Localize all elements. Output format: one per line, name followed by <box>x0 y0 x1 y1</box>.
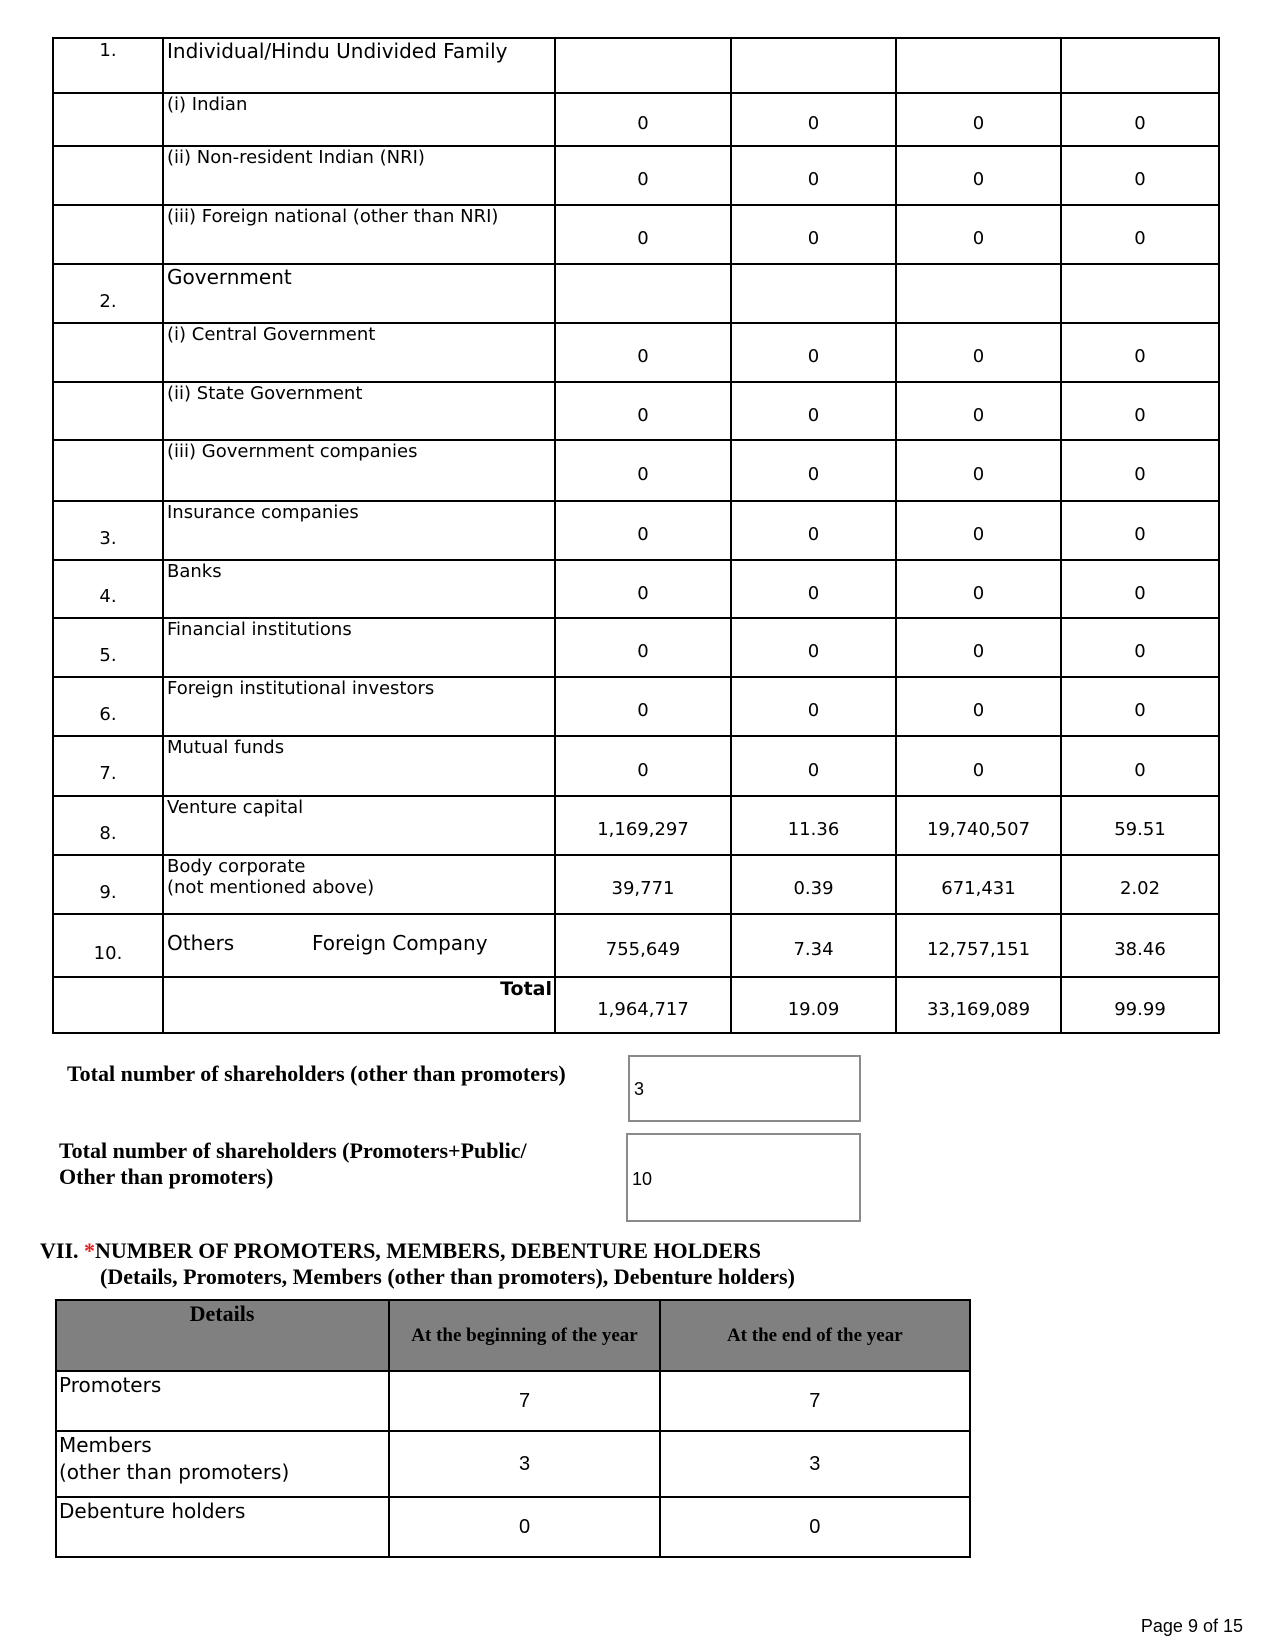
table-row <box>53 38 1219 93</box>
total-shareholders-all-label-line1: Total number of shareholders (Promoters+Public/ <box>59 1138 527 1163</box>
category-label: (ii) Non-resident Indian (NRI) <box>167 147 425 168</box>
row-category <box>163 205 555 264</box>
value-cell: 0 <box>731 146 896 205</box>
row-members <box>56 1431 970 1497</box>
page-number: Page 9 of 15 <box>1140 1616 1243 1636</box>
value-cell: 0 <box>1061 440 1219 501</box>
table-row <box>53 323 1219 382</box>
value-cell: 0 <box>1061 736 1219 796</box>
value-cell: 0 <box>731 560 896 618</box>
row-number: 5. <box>53 618 163 677</box>
value-cell: 0 <box>555 382 731 440</box>
value-cell: 0 <box>731 736 896 796</box>
row-number <box>53 323 163 382</box>
value-cell <box>555 264 731 323</box>
value-cell <box>731 264 896 323</box>
value-cell: 7.34 <box>731 914 896 977</box>
table-row <box>53 618 1219 677</box>
value-cell: 0 <box>555 501 731 560</box>
value-cell: 0 <box>896 93 1061 146</box>
value-cell: 0 <box>1061 677 1219 736</box>
category-label-extra: Foreign Company <box>312 931 488 955</box>
row-debenture-holders <box>56 1497 970 1557</box>
total-shareholders-all-field[interactable]: 10 <box>626 1133 861 1222</box>
table-row <box>53 205 1219 264</box>
row-category <box>163 146 555 205</box>
value-cell: 0 <box>896 501 1061 560</box>
value-cell: 38.46 <box>1061 914 1219 977</box>
value-cell <box>731 38 896 93</box>
row-category <box>163 560 555 618</box>
row-number: 3. <box>53 501 163 560</box>
value-cell: 0 <box>1061 323 1219 382</box>
debenture-end-value[interactable]: 0 <box>660 1497 970 1557</box>
value-cell: 0 <box>896 205 1061 264</box>
table-row <box>53 914 1219 977</box>
value-cell: 0 <box>555 146 731 205</box>
value-cell <box>1061 38 1219 93</box>
shareholding-table <box>52 37 1220 1034</box>
header-end: At the end of the year <box>660 1300 970 1371</box>
value-cell: 0 <box>555 93 731 146</box>
promoters-members-table <box>55 1299 971 1558</box>
category-label: Body corporate <box>167 856 306 877</box>
value-cell: 0 <box>896 146 1061 205</box>
row-number <box>53 382 163 440</box>
value-cell: 755,649 <box>555 914 731 977</box>
total-value-cell: 1,964,717 <box>555 977 731 1033</box>
value-cell: 0 <box>1061 501 1219 560</box>
table-row <box>53 796 1219 855</box>
value-cell: 12,757,151 <box>896 914 1061 977</box>
row-number: 8. <box>53 796 163 855</box>
value-cell: 0 <box>731 382 896 440</box>
total-row <box>53 977 1219 1033</box>
table-row <box>53 855 1219 914</box>
value-cell <box>896 38 1061 93</box>
category-label: Individual/Hindu Undivided Family <box>167 39 508 63</box>
value-cell: 0 <box>1061 382 1219 440</box>
empty-cell <box>53 977 163 1033</box>
table-row <box>53 560 1219 618</box>
row-category <box>163 440 555 501</box>
row-number <box>53 440 163 501</box>
total-shareholders-all-label <box>59 1138 527 1190</box>
total-value-cell: 33,169,089 <box>896 977 1061 1033</box>
row-category <box>163 796 555 855</box>
value-cell: 0 <box>555 323 731 382</box>
category-label: (i) Indian <box>167 94 248 115</box>
category-label: Government <box>167 265 292 289</box>
value-cell: 0 <box>896 560 1061 618</box>
value-cell: 59.51 <box>1061 796 1219 855</box>
row-number <box>53 205 163 264</box>
table-row <box>53 93 1219 146</box>
category-label: Others <box>167 931 235 955</box>
row-category <box>163 264 555 323</box>
value-cell: 19,740,507 <box>896 796 1061 855</box>
value-cell: 0 <box>555 736 731 796</box>
value-cell: 0 <box>731 323 896 382</box>
value-cell <box>1061 264 1219 323</box>
value-cell: 0 <box>555 205 731 264</box>
total-value-cell: 99.99 <box>1061 977 1219 1033</box>
total-shareholders-other-label: Total number of shareholders (other than promoters) <box>67 1061 566 1086</box>
row-category <box>163 677 555 736</box>
row-label: Promoters <box>56 1371 389 1431</box>
value-cell: 0 <box>1061 146 1219 205</box>
table-row <box>53 677 1219 736</box>
table-row <box>53 736 1219 796</box>
category-label: Venture capital <box>167 797 304 818</box>
header-beginning: At the beginning of the year <box>389 1300 659 1371</box>
total-label: Total <box>500 978 552 1000</box>
value-cell: 0 <box>555 677 731 736</box>
section-vii-heading <box>40 1238 761 1264</box>
row-number: 1. <box>53 38 163 93</box>
category-label: Mutual funds <box>167 737 285 758</box>
row-number: 2. <box>53 264 163 323</box>
row-number <box>53 146 163 205</box>
category-label: Foreign institutional investors <box>167 678 435 699</box>
row-promoters <box>56 1371 970 1431</box>
section-subtitle: (Details, Promoters, Members (other than promoters), Debenture holders) <box>100 1264 795 1289</box>
value-cell: 0 <box>896 440 1061 501</box>
value-cell: 0 <box>731 93 896 146</box>
row-number: 10. <box>53 914 163 977</box>
promoters-begin-value[interactable]: 7 <box>389 1371 659 1431</box>
value-cell: 0 <box>896 736 1061 796</box>
row-category <box>163 914 555 977</box>
value-cell: 0 <box>1061 560 1219 618</box>
value-cell: 11.36 <box>731 796 896 855</box>
section-number: VII. <box>40 1238 79 1263</box>
row-category <box>163 501 555 560</box>
row-category <box>163 855 555 914</box>
value-cell: 0 <box>555 618 731 677</box>
value-cell: 0 <box>555 560 731 618</box>
value-cell: 0 <box>896 323 1061 382</box>
value-cell: 0 <box>555 440 731 501</box>
total-value-cell: 19.09 <box>731 977 896 1033</box>
row-category <box>163 93 555 146</box>
value-cell: 0 <box>896 677 1061 736</box>
value-cell: 0.39 <box>731 855 896 914</box>
row-label: Members (other than promoters) <box>56 1431 389 1497</box>
value-cell: 2.02 <box>1061 855 1219 914</box>
value-cell <box>896 264 1061 323</box>
row-label: Debenture holders <box>56 1497 389 1557</box>
value-cell: 671,431 <box>896 855 1061 914</box>
value-cell: 0 <box>1061 93 1219 146</box>
category-label-secondary: (not mentioned above) <box>167 877 375 898</box>
header-row <box>56 1300 970 1371</box>
value-cell: 0 <box>731 501 896 560</box>
table-row <box>53 146 1219 205</box>
category-label: (iii) Government companies <box>167 441 418 462</box>
table-row <box>53 440 1219 501</box>
category-label: (ii) State Government <box>167 383 363 404</box>
row-number: 6. <box>53 677 163 736</box>
row-category <box>163 736 555 796</box>
header-details: Details <box>56 1300 389 1371</box>
total-shareholders-all-label-line2: Other than promoters) <box>59 1164 274 1189</box>
row-category <box>163 618 555 677</box>
row-category <box>163 382 555 440</box>
category-label: Insurance companies <box>167 502 359 523</box>
row-category <box>163 38 555 93</box>
row-category <box>163 323 555 382</box>
value-cell: 0 <box>731 205 896 264</box>
value-cell: 0 <box>731 618 896 677</box>
category-label: Banks <box>167 561 222 582</box>
value-cell: 0 <box>896 618 1061 677</box>
category-label: (i) Central Government <box>167 324 376 345</box>
section-title: NUMBER OF PROMOTERS, MEMBERS, DEBENTURE HOLDERS <box>95 1238 761 1263</box>
value-cell: 0 <box>896 382 1061 440</box>
value-cell: 1,169,297 <box>555 796 731 855</box>
required-star: * <box>84 1238 96 1263</box>
promoters-end-value[interactable]: 7 <box>660 1371 970 1431</box>
row-number: 7. <box>53 736 163 796</box>
table-row <box>53 264 1219 323</box>
members-end-value[interactable]: 3 <box>660 1431 970 1497</box>
row-number: 4. <box>53 560 163 618</box>
value-cell: 0 <box>1061 205 1219 264</box>
debenture-begin-value[interactable]: 0 <box>389 1497 659 1557</box>
row-number: 9. <box>53 855 163 914</box>
value-cell: 0 <box>1061 618 1219 677</box>
category-label: (iii) Foreign national (other than NRI) <box>167 206 499 227</box>
total-shareholders-other-field[interactable]: 3 <box>628 1055 861 1122</box>
row-number <box>53 93 163 146</box>
value-cell: 0 <box>731 677 896 736</box>
value-cell: 39,771 <box>555 855 731 914</box>
table-row <box>53 382 1219 440</box>
value-cell <box>555 38 731 93</box>
table-row <box>53 501 1219 560</box>
value-cell: 0 <box>731 440 896 501</box>
members-begin-value[interactable]: 3 <box>389 1431 659 1497</box>
total-label-cell <box>163 977 555 1033</box>
category-label: Financial institutions <box>167 619 352 640</box>
